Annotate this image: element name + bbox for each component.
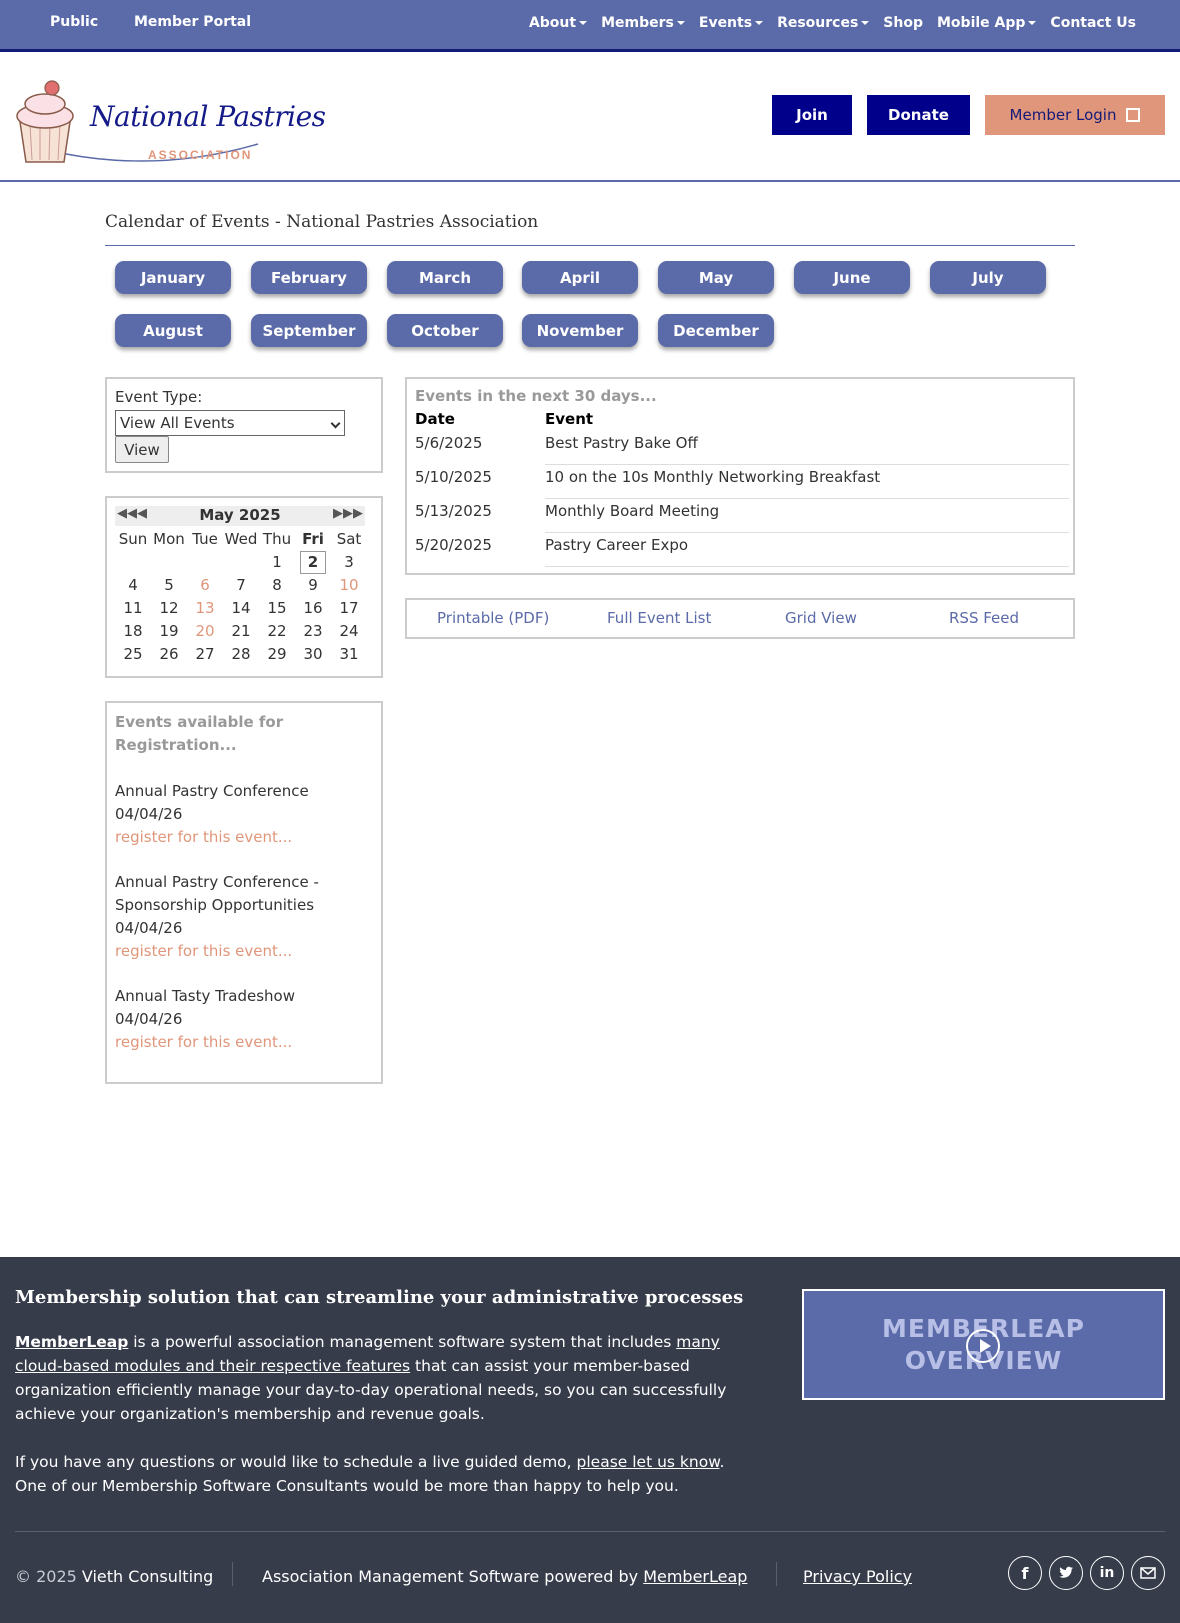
calendar-day: 14 <box>231 599 251 617</box>
logo-subtitle: ASSOCIATION <box>148 148 253 162</box>
twitter-icon[interactable] <box>1049 1556 1083 1590</box>
full-event-list-link[interactable]: Full Event List <box>607 609 712 627</box>
calendar-day-with-event[interactable]: 10 <box>339 576 359 594</box>
calendar-day: 21 <box>231 622 251 640</box>
month-button-august[interactable]: August <box>115 314 231 347</box>
play-icon[interactable] <box>966 1329 1000 1363</box>
calendar-day: 30 <box>303 645 323 663</box>
calendar-empty-cell <box>115 551 151 574</box>
calendar-day: 9 <box>308 576 318 594</box>
donate-button[interactable]: Donate <box>867 95 970 135</box>
calendar-view-links <box>405 598 1075 639</box>
video-title: MEMBERLEAP OVERVIEW <box>882 1314 1085 1375</box>
row-divider <box>545 566 1069 567</box>
linkedin-icon[interactable]: in <box>1090 1556 1124 1590</box>
event-type-label: Event Type: <box>115 388 203 406</box>
registration-event-date: 04/04/26 <box>115 919 183 937</box>
caret-down-icon <box>861 21 869 25</box>
weekday-header: Fri <box>302 530 324 548</box>
calendar-empty-cell <box>187 551 223 574</box>
calendar-day: 5 <box>164 576 174 594</box>
event-type-filter <box>105 377 383 473</box>
table-row <box>415 465 1069 499</box>
member-login-button[interactable]: Member Login <box>985 95 1165 135</box>
caret-down-icon <box>579 21 587 25</box>
calendar-day: 18 <box>123 622 143 640</box>
nav-shop[interactable]: Shop <box>883 15 923 31</box>
footer-description: MemberLeap is a powerful association management software system that includes many cloud-based modules and their respective features that can assist your member-based organization efficiently manage your day-to-day operational needs, so you can successfully achieve your organization's membership and revenue goals. <box>15 1333 727 1423</box>
event-date: 5/13/2025 <box>415 502 492 520</box>
calendar-week-row <box>115 574 367 597</box>
registration-item <box>115 985 375 1054</box>
calendar-day: 22 <box>267 622 287 640</box>
weekday-header: Tue <box>192 530 218 548</box>
previous-month-icon[interactable]: ◀◀◀ <box>117 506 147 521</box>
calendar-month-title: May 2025 <box>199 506 281 524</box>
registration-events-box <box>105 701 383 1084</box>
calendar-day: 12 <box>159 599 179 617</box>
logo-wordmark: National Pastries <box>90 100 326 133</box>
calendar-week-row <box>115 597 367 620</box>
page-title: Calendar of Events - National Pastries Association <box>105 212 539 232</box>
month-button-november[interactable]: November <box>522 314 638 347</box>
nav-members[interactable]: Members <box>601 15 685 31</box>
calendar-day: 17 <box>339 599 359 617</box>
calendar-day: 16 <box>303 599 323 617</box>
next-month-icon[interactable]: ▶▶▶ <box>333 506 363 521</box>
calendar-week-row <box>115 551 367 574</box>
privacy-policy-link[interactable]: Privacy Policy <box>803 1567 913 1586</box>
login-icon <box>1126 108 1140 122</box>
weekday-header: Thu <box>262 530 292 548</box>
table-row <box>415 499 1069 533</box>
nav-member-portal[interactable]: Member Portal <box>134 14 252 30</box>
register-link[interactable]: register for this event... <box>115 1033 293 1051</box>
caret-down-icon <box>1028 21 1036 25</box>
calendar-day: 7 <box>236 576 246 594</box>
calendar-day: 19 <box>159 622 179 640</box>
month-button-january[interactable]: January <box>115 261 231 294</box>
nav-resources[interactable]: Resources <box>777 15 869 31</box>
registration-item <box>115 780 375 849</box>
table-row <box>415 533 1069 567</box>
event-link[interactable]: Best Pastry Bake Off <box>545 434 698 452</box>
month-button-september[interactable]: September <box>251 314 367 347</box>
calendar-day: 29 <box>267 645 287 663</box>
nav-events[interactable]: Events <box>699 15 763 31</box>
register-link[interactable]: register for this event... <box>115 942 293 960</box>
chevron-down-icon <box>331 419 341 429</box>
calendar-day: 26 <box>159 645 179 663</box>
modules-link[interactable]: many cloud-based modules and their respective features <box>15 1333 720 1375</box>
event-link[interactable]: 10 on the 10s Monthly Networking Breakfast <box>545 468 881 486</box>
nav-mobile-app[interactable]: Mobile App <box>937 15 1036 31</box>
main-menu <box>529 15 1136 31</box>
top-nav <box>0 0 1180 52</box>
memberleap-footer-link[interactable]: MemberLeap <box>643 1567 748 1586</box>
nav-public[interactable]: Public <box>50 14 99 30</box>
registration-event-title[interactable]: Annual Pastry Conference - Sponsorship Opportunities <box>115 873 319 914</box>
footer-contact-text: If you have any questions or would like to schedule a live guided demo, please let us know. One of our Membership Software Consultants would be more than happy to help you. <box>15 1453 725 1495</box>
weekday-header: Mon <box>153 530 185 548</box>
registration-event-title[interactable]: Annual Pastry Conference <box>115 782 309 800</box>
calendar-day: 23 <box>303 622 323 640</box>
calendar-header <box>115 506 365 526</box>
calendar-day-with-event[interactable]: 6 <box>200 576 210 594</box>
month-button-december[interactable]: December <box>658 314 774 347</box>
overview-video[interactable] <box>802 1289 1165 1400</box>
registration-item <box>115 871 375 963</box>
calendar-day: 3 <box>344 553 354 571</box>
table-row <box>415 431 1069 465</box>
nav-about[interactable]: About <box>529 15 587 31</box>
calendar-day: 1 <box>272 553 282 571</box>
registration-event-date: 04/04/26 <box>115 805 183 823</box>
calendar-day: 25 <box>123 645 143 663</box>
printable-pdf-link[interactable]: Printable (PDF) <box>437 609 550 627</box>
contact-us-link[interactable]: please let us know <box>576 1453 720 1471</box>
calendar-day-with-event[interactable]: 20 <box>195 622 215 640</box>
event-link[interactable]: Pastry Career Expo <box>545 536 689 554</box>
calendar-empty-cell <box>151 551 187 574</box>
event-type-select[interactable]: View All Events <box>115 410 345 436</box>
weekday-header: Sat <box>336 530 362 548</box>
event-date: 5/20/2025 <box>415 536 492 554</box>
calendar-day: 4 <box>128 576 138 594</box>
footer-title: Membership solution that can streamline your administrative processes <box>15 1287 744 1308</box>
mini-calendar <box>105 496 383 678</box>
month-button-june[interactable]: June <box>794 261 910 294</box>
calendar-week-row <box>115 620 367 643</box>
facebook-icon[interactable]: f <box>1008 1556 1042 1590</box>
column-header-event: Event <box>545 410 594 428</box>
calendar-day: 24 <box>339 622 359 640</box>
month-button-march[interactable]: March <box>387 261 503 294</box>
footer-separator <box>776 1562 777 1586</box>
calendar-weekday-row <box>115 528 367 551</box>
site-header <box>0 52 1180 182</box>
title-divider <box>105 245 1075 246</box>
upcoming-events-box <box>405 377 1075 575</box>
weekday-header: Wed <box>224 530 258 548</box>
calendar-day: 28 <box>231 645 251 663</box>
powered-by: Association Management Software powered by MemberLeap <box>262 1567 748 1586</box>
grid-view-link[interactable]: Grid View <box>785 609 857 627</box>
calendar-week-row <box>115 643 367 666</box>
month-button-april[interactable]: April <box>522 261 638 294</box>
event-date: 5/6/2025 <box>415 434 483 452</box>
caret-down-icon <box>677 21 685 25</box>
registration-event-date: 04/04/26 <box>115 1010 183 1028</box>
calendar-day: 15 <box>267 599 287 617</box>
memberleap-link[interactable]: MemberLeap <box>15 1333 129 1351</box>
month-button-february[interactable]: February <box>251 261 367 294</box>
month-button-july[interactable]: July <box>930 261 1046 294</box>
calendar-day-with-event[interactable]: 13 <box>195 599 215 617</box>
calendar-day: 31 <box>339 645 359 663</box>
calendar-grid <box>115 528 367 666</box>
view-button[interactable]: View <box>115 436 169 463</box>
caret-down-icon <box>755 21 763 25</box>
site-footer <box>0 1257 1180 1623</box>
column-header-date: Date <box>415 410 455 428</box>
event-link[interactable]: Monthly Board Meeting <box>545 502 720 520</box>
weekday-header: Sun <box>118 530 148 548</box>
month-button-may[interactable]: May <box>658 261 774 294</box>
month-button-october[interactable]: October <box>387 314 503 347</box>
site-logo[interactable] <box>12 74 326 164</box>
registration-event-title[interactable]: Annual Tasty Tradeshow <box>115 987 295 1005</box>
email-icon[interactable] <box>1131 1556 1165 1590</box>
nav-contact-us[interactable]: Contact Us <box>1050 15 1136 31</box>
calendar-day: 8 <box>272 576 282 594</box>
calendar-empty-cell <box>223 551 259 574</box>
upcoming-heading: Events in the next 30 days... <box>415 387 657 405</box>
calendar-day: 11 <box>123 599 143 617</box>
footer-separator <box>232 1562 233 1586</box>
registration-heading: Events available for Registration... <box>115 713 284 754</box>
calendar-day-today[interactable]: 2 <box>295 551 331 574</box>
event-date: 5/10/2025 <box>415 468 492 486</box>
calendar-day: 27 <box>195 645 215 663</box>
footer-divider <box>15 1531 1165 1532</box>
register-link[interactable]: register for this event... <box>115 828 293 846</box>
copyright: © 2025 Vieth Consulting <box>15 1567 214 1586</box>
rss-feed-link[interactable]: RSS Feed <box>949 609 1020 627</box>
join-button[interactable]: Join <box>772 95 852 135</box>
